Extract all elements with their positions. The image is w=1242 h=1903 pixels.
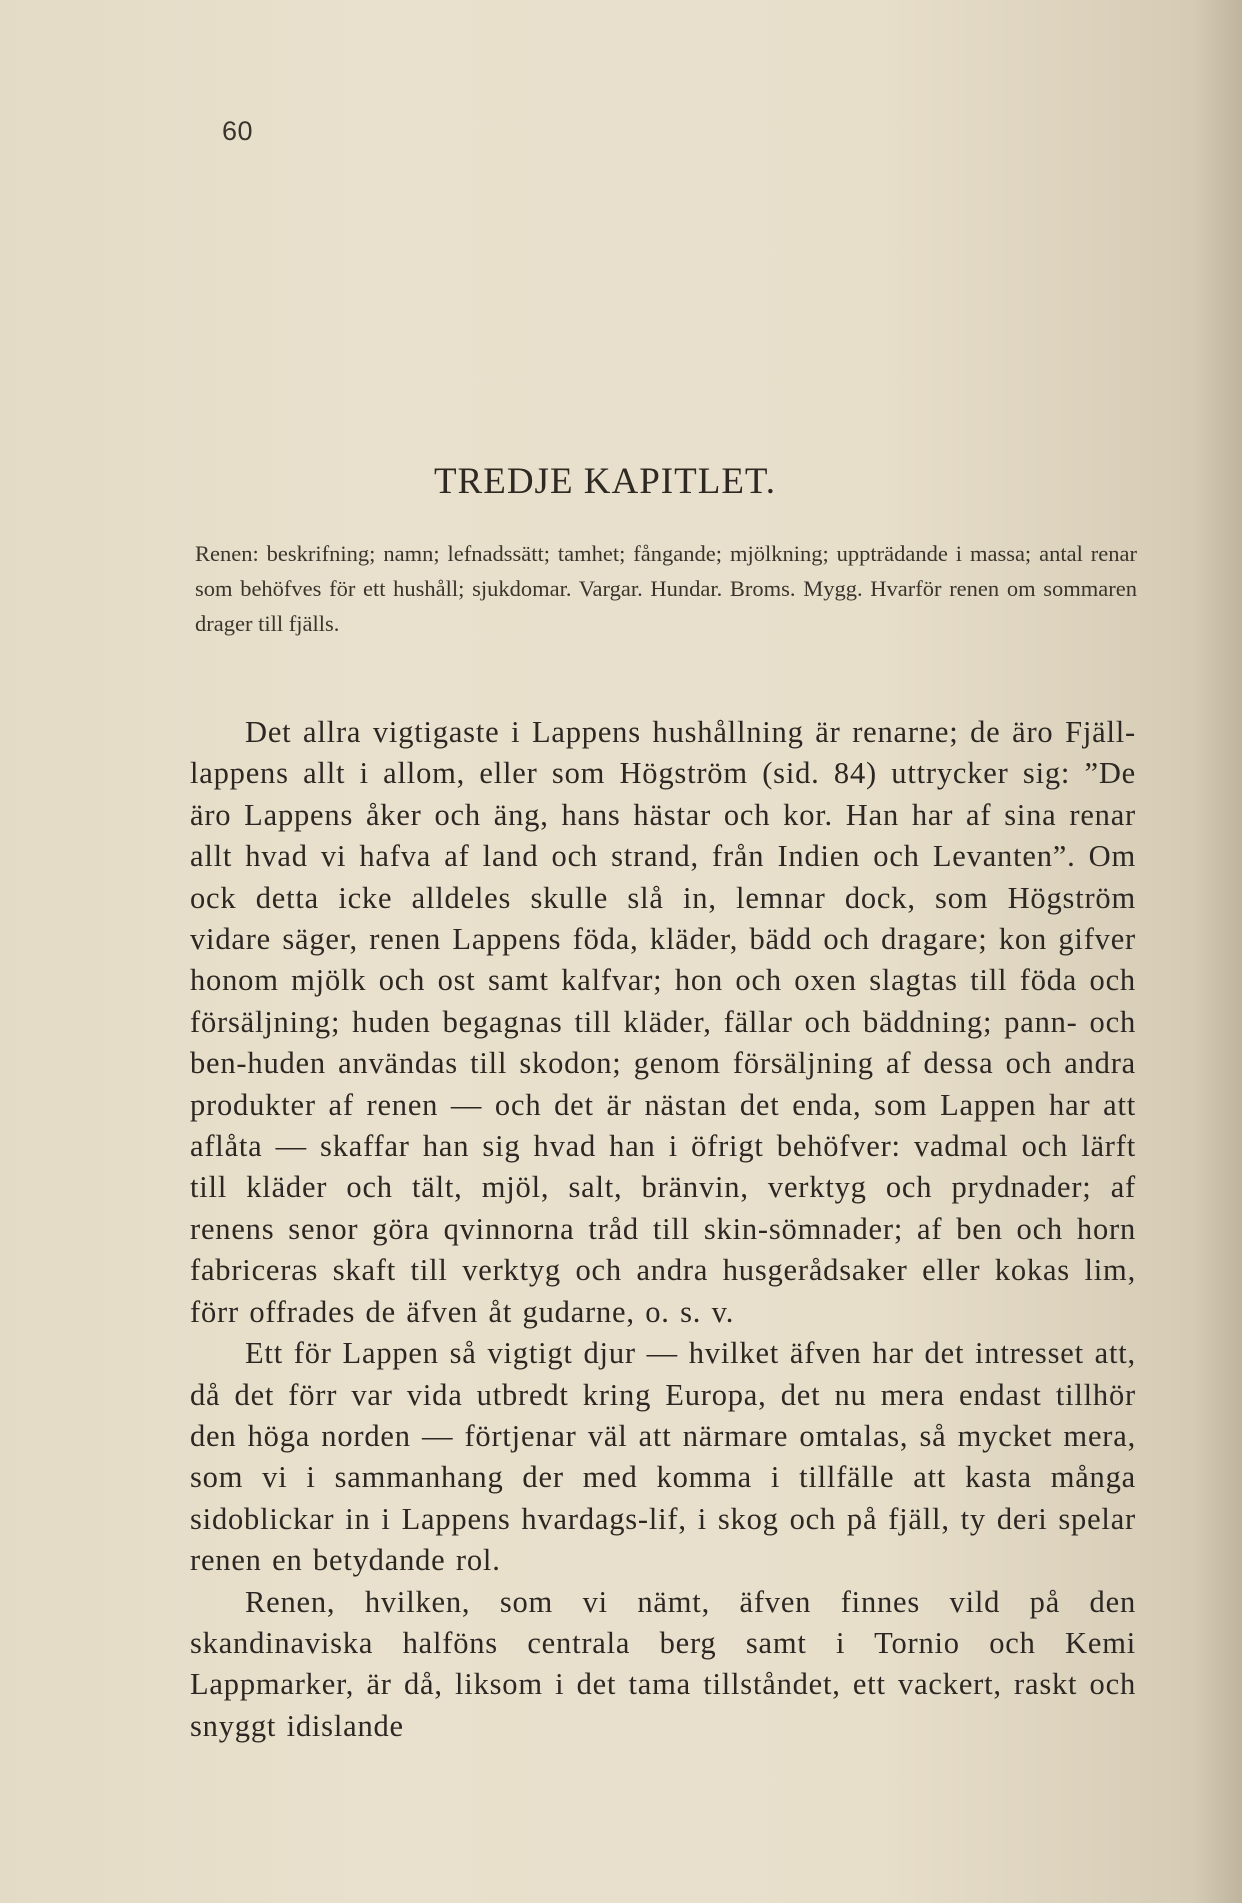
page-number: 60	[222, 116, 254, 146]
chapter-summary: Renen: beskrifning; namn; lefnadssätt; tamhet; fångande; mjölkning; uppträdande i massa; antal renar som behöfves för ett hushåll; sjukdomar. Vargar. Hundar. Broms. Mygg. Hvarför renen om sommaren drager till fjälls.	[195, 541, 1137, 636]
paragraph: Det allra vigtigaste i Lappens hushållning är renarne; de äro Fjäll-lappens allt i allom, eller som Högström (sid. 84) uttrycker sig: ”De äro Lappens åker och äng, hans hästar och kor. Han har af sina renar allt hvad vi hafva af land och strand, från Indien och Levanten”. Om ock detta icke alldeles skulle slå in, lemnar dock, som Högström vidare säger, renen Lappens föda, kläder, bädd och dragare; kon gifver honom mjölk och ost samt kalfvar; hon och oxen slagtas till föda och försäljning; huden begagnas till kläder, fällar och bäddning; pann- och ben-huden användas till skodon; genom försäljning af dessa och andra produkter af renen — och det är nästan det enda, som Lappen har att aflåta — skaffar han sig hvad han i öfrigt behöfver: vadmal och lärft till kläder och tält, mjöl, salt, bränvin, verktyg och prydnader; af renens senor göra qvinnorna tråd till skin-sömnader; af ben och horn fabriceras skaft till verktyg och andra husgerådsaker eller kokas lim, förr offrades de äfven åt gudarne, o. s. v.	[190, 715, 1136, 1329]
body-text	[190, 712, 1136, 1747]
paragraph: Renen, hvilken, som vi nämt, äfven finnes vild på den skandinaviska halföns centrala berg samt i Tornio och Kemi Lappmarker, är då, liksom i det tama tillståndet, ett vackert, raskt och snyggt idislande	[190, 1584, 1136, 1743]
paragraph: Ett för Lappen så vigtigt djur — hvilket äfven har det intresset att, då det förr var vida utbredt kring Europa, det nu mera endast tillhör den höga norden — förtjenar väl att närmare omtalas, så mycket mera, som vi i sammanhang der med komma i tillfälle att kasta många sidoblickar in i Lappens hvardags-lif, i skog och på fjäll, ty deri spelar renen en betydande rol.	[190, 1336, 1136, 1578]
chapter-title: TREDJE KAPITLET.	[433, 461, 777, 502]
